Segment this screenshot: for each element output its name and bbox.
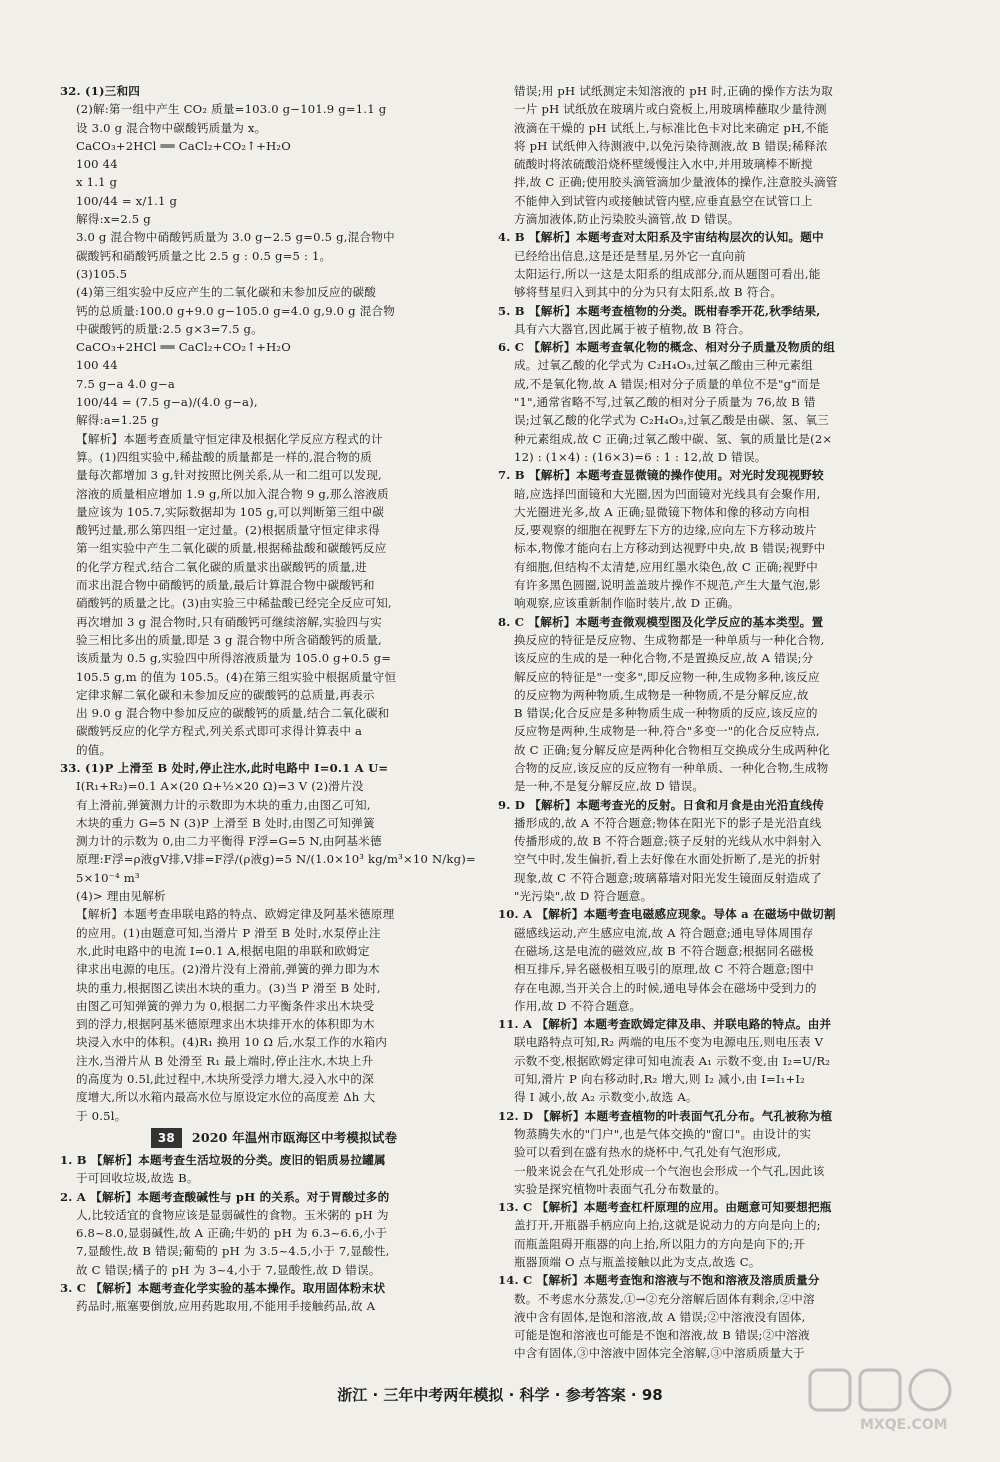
page-footer: 浙江 · 三年中考两年模拟 · 科学 · 参考答案 · 98 (337, 1386, 663, 1404)
text-line: 第一组实验中产生二氧化碳的质量,根据稀盐酸和碳酸钙反应 (76, 541, 387, 556)
text-line: 的应用。(1)由题意可知,当滑片 P 滑至 B 处时,水泵停止注 (76, 925, 381, 940)
text-line: 酸钙过量,那么第四组一定过量。(2)根据质量守恒定律求得 (76, 523, 380, 538)
text-line: 100 44 (76, 157, 118, 172)
text-line: 6.8~8.0,显弱碱性,故 A 正确;牛奶的 pH 为 6.3~6.6,小于 (76, 1226, 387, 1241)
text-line: 5. B 【解析】本题考查植物的分类。既柑春季开花,秋季结果, (498, 303, 821, 318)
text-line: 存在电源,当开关合上的时候,通电导体会在磁场中受到力的 (514, 980, 817, 995)
text-line: 量每次都增加 3 g,针对按照比例关系,从一和二组可以发现, (76, 468, 382, 483)
text-line: 药品时,瓶塞要倒放,应用药匙取用,不能用手接触药品,故 A (76, 1299, 376, 1314)
text-line: 磁感线运动,产生感应电流,故 A 符合题意;通电导体周围存 (514, 925, 814, 940)
text-line: 3.0 g 混合物中硝酸钙质量为 3.0 g−2.5 g=0.5 g,混合物中 (76, 230, 395, 245)
text-line: "1",通常省略不写,过氧乙酸的相对分子质量为 76,故 B 错 (514, 395, 816, 410)
text-line: 相互排斥,异名磁极相互吸引的原理,故 C 不符合题意;图中 (514, 962, 814, 977)
text-line: 成。过氧乙酸的化学式为 C₂H₄O₃,过氧乙酸由三种元素组 (514, 358, 814, 373)
text-line: 验可以看到在盛有热水的烧杯中,气孔处有气泡形成, (514, 1145, 782, 1160)
text-line: (4)第三组实验中反应产生的二氧化碳和未参加反应的碳酸 (76, 285, 377, 300)
text-line: 木块的重力 G=5 N (3)P 上滑至 B 处时,由图乙可知弹簧 (76, 815, 375, 830)
text-line: 100/44 = x/1.1 g (76, 193, 178, 208)
text-line: 不能伸入到试管内或接触试管内壁,应垂直悬空在试管口上 (514, 193, 813, 208)
text-line: 有许多黑色圆圈,说明盖盖玻片操作不规范,产生大量气泡,影 (514, 578, 821, 593)
text-line: 出 9.0 g 混合物中参加反应的碳酸钙的质量,结合二氧化碳和 (76, 706, 390, 721)
text-line: 一片 pH 试纸放在玻璃片或白瓷板上,用玻璃棒蘸取少量待测 (514, 102, 827, 117)
text-line: 误;过氧乙酸的化学式为 C₂H₄O₃,过氧乙酸是由碳、氢、氧三 (514, 413, 829, 428)
text-line: 33. (1)P 上滑至 B 处时,停止注水,此时电路中 I=0.1 A U= (60, 760, 389, 775)
text-line: 标本,物像才能向右上方移动到达视野中央,故 B 错误;视野中 (514, 541, 826, 556)
watermark-logo (800, 1362, 980, 1442)
text-line: 暗,应选择凹面镜和大光圈,因为凹面镜对光线具有会聚作用, (514, 486, 821, 501)
text-line: 故 C 正确;复分解反应是两种化合物相互交换成分生成两种化 (514, 742, 830, 757)
text-line: I(R₁+R₂)=0.1 A×(20 Ω+½×20 Ω)=3 V (2)滑片没 (76, 779, 364, 794)
text-line: 12. D 【解析】本题考查植物的叶表面气孔分布。气孔被称为植 (498, 1108, 833, 1123)
text-line: 9. D 【解析】本题考查光的反射。日食和月食是由光沿直线传 (498, 797, 825, 812)
text-line: B 错误;化合反应是多种物质生成一种物质的反应,该反应的 (514, 706, 818, 721)
text-line: 7.5 g−a 4.0 g−a (76, 376, 176, 391)
text-line: 的值。 (76, 742, 112, 757)
text-line: 3. C 【解析】本题考查化学实验的基本操作。取用固体粉末状 (60, 1281, 386, 1295)
text-line: 14. C 【解析】本题考查饱和溶液与不饱和溶液及溶质质量分 (498, 1273, 820, 1288)
text-line: 而瓶盖阻碍开瓶器的向上抬,所以阻力的方向是向下的;开 (514, 1236, 806, 1251)
text-line: 解得:x=2.5 g (76, 212, 151, 227)
text-line: 有上滑前,弹簧测力计的示数即为木块的重力,由图乙可知, (76, 797, 371, 812)
text-line: 12) : (1×4) : (16×3)=6 : 1 : 12,故 D 错误。 (514, 449, 767, 464)
text-line: 种元素组成,故 C 正确;过氧乙酸中碳、氢、氧的质量比是(2× (514, 431, 833, 446)
text-line: 解反应的特征是"一变多",即反应物一种,生成物多种,该反应 (514, 669, 820, 684)
text-line: x 1.1 g (76, 175, 118, 190)
text-line: 实验是探究植物叶表面气孔分布数量的。 (514, 1181, 727, 1196)
text-line: 验三相比多出的质量,即是 3 g 混合物中所含硝酸钙的质量, (76, 632, 382, 647)
text-line: 测力计的示数为 0,由二力平衡得 F浮=G=5 N,由阿基米德 (76, 834, 382, 849)
text-line: 故 C 错误;橘子的 pH 为 3~4,小于 7,显酸性,故 D 错误。 (76, 1262, 381, 1277)
text-line: (3)105.5 (76, 266, 128, 281)
text-line: 得 I 减小,故 A₂ 示数变小,故选 A。 (514, 1090, 698, 1105)
text-line: CaCO₃+2HCl ══ CaCl₂+CO₂↑+H₂O (76, 138, 291, 153)
text-line: 反应物是两种,生成物是一种,符合"多变一"的化合反应特点, (514, 724, 820, 739)
text-line: 7,显酸性,故 B 错误;葡萄的 pH 为 3.5~4.5,小于 7,显酸性, (76, 1244, 390, 1259)
text-line: 定律求解二氧化碳和未参加反应的碳酸钙的总质量,再表示 (76, 687, 375, 702)
text-line: 律求出电源的电压。(2)滑片没有上滑前,弹簧的弹力即为木 (76, 962, 380, 977)
text-line: 的化学方程式,结合二氧化碳的质量求出碳酸钙的质量,进 (76, 559, 367, 574)
text-line: 一般来说会在气孔处形成一个气泡也会形成一个气孔,因此该 (514, 1163, 825, 1178)
text-line: 溶液的质量相应增加 1.9 g,所以加入混合物 9 g,那么溶液质 (76, 486, 389, 501)
section-heading (60, 1127, 488, 1149)
watermark-text: MXQE.COM (860, 1417, 948, 1433)
text-line: 量应该为 105.7,实际数据却为 105 g,可以判断第三组中碳 (76, 504, 385, 519)
text-line: 方滴加液体,防止污染胶头滴管,故 D 错误。 (514, 212, 740, 227)
text-line: 换反应的特征是反应物、生成物都是一种单质与一种化合物, (514, 632, 825, 647)
text-line: 示数不变,根据欧姆定律可知电流表 A₁ 示数不变,由 I₂=U/R₂ (514, 1053, 831, 1068)
text-line: 瓶器顶端 O 点与瓶盖接触以此为支点,故选 C。 (514, 1255, 761, 1269)
left-column (60, 82, 488, 1316)
text-line: 已经给出信息,这是还是彗星,另外它一直向前 (514, 248, 746, 263)
text-line: 算。(1)四组实验中,稀盐酸的质量都是一样的,混合物的质 (76, 449, 373, 464)
text-line: 11. A 【解析】本题考查欧姆定律及串、并联电路的特点。由并 (498, 1017, 832, 1032)
text-line: 现象,故 C 不符合题意;玻璃幕墙对阳光发生镜面反射造成了 (514, 870, 822, 885)
text-line: 4. B 【解析】本题考查对太阳系及宇宙结构层次的认知。题中 (498, 230, 824, 245)
text-line: 而求出混合物中硝酸钙的质量,最后计算混合物中碳酸钙和 (76, 578, 375, 593)
text-line: 100/44 = (7.5 g−a)/(4.0 g−a), (76, 395, 258, 410)
text-line: 块的重力,根据图乙读出木块的重力。(3)当 P 滑至 B 处时, (76, 980, 381, 995)
text-line: 再次增加 3 g 混合物时,只有硝酸钙可继续溶解,实验四与实 (76, 614, 382, 629)
text-line: 度增大,所以水箱内最高水位与原设定水位的高度差 Δh 大 (76, 1090, 376, 1105)
text-line: (4)> 理由见解析 (76, 889, 166, 904)
right-column (498, 82, 926, 1363)
text-line: 该质量为 0.5 g,实验四中所得溶液质量为 105.0 g+0.5 g= (76, 651, 392, 666)
text-line: 5×10⁻⁴ m³ (76, 870, 140, 885)
text-line: 钙的总质量:100.0 g+9.0 g−105.0 g=4.0 g,9.0 g 混合物 (76, 303, 395, 318)
text-line: 联电路特点可知,R₂ 两端的电压不变为电源电压,则电压表 V (514, 1035, 824, 1050)
text-line: 人,比较适宜的食物应该是显弱碱性的食物。玉米粥的 pH 为 (76, 1207, 389, 1222)
text-line: 合物的反应,该反应的反应物有一种单质、一种化合物,生成物 (514, 760, 829, 775)
text-line: 反,要观察的细胞在视野左下方的边缘,应向左下方移动玻片 (514, 523, 817, 538)
text-line: 2. A 【解析】本题考查酸碱性与 pH 的关系。对于胃酸过多的 (60, 1189, 390, 1204)
text-line: 设 3.0 g 混合物中碳酸钙质量为 x。 (76, 120, 267, 135)
text-line: 空气中时,发生偏折,看上去好像在水面处折断了,是光的折射 (514, 852, 821, 867)
text-line: 盖打开,开瓶器手柄应向上抬,这就是说动力的方向是向上的; (514, 1218, 821, 1233)
text-line: 可知,滑片 P 向右移动时,R₂ 增大,则 I₂ 减小,由 I=I₁+I₂ (514, 1072, 806, 1087)
text-line: 100 44 (76, 358, 118, 373)
text-line: 成,不是氧化物,故 A 错误;相对分子质量的单位不是"g"而是 (514, 376, 821, 391)
text-line: 可能是饱和溶液也可能是不饱和溶液,故 B 错误;②中溶液 (514, 1328, 810, 1343)
text-line: 水,此时电路中的电流 I=0.1 A,根据电阻的串联和欧姆定 (76, 943, 370, 958)
text-line: 105.5 g,m 的值为 105.5。(4)在第三组实验中根据质量守恒 (76, 669, 397, 684)
text-line: 中含有固体,③中溶液中固体完全溶解,③中溶质质量大于 (514, 1346, 805, 1361)
text-line: 中碳酸钙的质量:2.5 g×3=7.5 g。 (76, 321, 263, 336)
text-line: 将 pH 试纸伸入待测液中,以免污染待测液,故 B 错误;稀释浓 (514, 138, 828, 153)
text-line: 太阳运行,所以一这是太阳系的组成部分,而从题图可看出,能 (514, 266, 821, 281)
text-line: 13. C 【解析】本题考查杠杆原理的应用。由题意可知要想把瓶 (498, 1200, 832, 1215)
text-line: 原理:F浮=ρ液gV排,V排=F浮/(ρ液g)=5 N/(1.0×10³ kg/m³×10 N/kg)= (76, 852, 476, 867)
text-line: 1. B 【解析】本题考查生活垃圾的分类。废旧的铝质易拉罐属 (60, 1152, 386, 1167)
text-line: "光污染",故 D 符合题意。 (514, 889, 653, 904)
text-line: 数。不考虑水分蒸发,①→②充分溶解后固体有剩余,②中溶 (514, 1291, 815, 1306)
text-line: 碳酸钙反应的化学方程式,列关系式即可求得计算表中 a (76, 724, 363, 739)
text-line: 32. (1)三和四 (60, 84, 141, 98)
text-line: 在磁场,这是电流的磁效应,故 B 不符合题意;根据同名磁极 (514, 943, 814, 958)
text-line: 的反应物为两种物质,生成物是一种物质,不是分解反应,故 (514, 687, 809, 702)
text-line: 的高度为 0.5l,此过程中,木块所受浮力增大,浸入水中的深 (76, 1072, 374, 1087)
text-line: 响观察,应该重新制作临时装片,故 D 正确。 (514, 596, 740, 611)
text-line: 播形成的,故 A 不符合题意;物体在阳光下的影子是光沿直线 (514, 815, 822, 830)
text-line: 物蒸腾失水的"门户",也是气体交换的"窗口"。由设计的实 (514, 1126, 812, 1141)
text-line: 硫酸时将浓硫酸沿烧杯壁缓慢注入水中,并用玻璃棒不断搅 (514, 157, 813, 172)
text-line: 10. A 【解析】本题考查电磁感应现象。导体 a 在磁场中做切割 (498, 907, 836, 922)
text-line: 于 0.5l。 (76, 1108, 127, 1123)
text-line: 由图乙可知弹簧的弹力为 0,根据二力平衡条件求出木块受 (76, 998, 375, 1013)
text-line: 【解析】本题考查串联电路的特点、欧姆定律及阿基米德原理 (76, 907, 395, 922)
text-line: 液中含有固体,是饱和溶液,故 A 错误;②中溶液没有固体, (514, 1309, 806, 1324)
text-line: 够将彗星归入到其中的分为只有太阳系,故 B 符合。 (514, 285, 783, 300)
text-line: 于可回收垃圾,故选 B。 (76, 1171, 199, 1186)
text-line: 传播形成的,故 B 不符合题意;筷子反射的光线从水中斜射入 (514, 834, 822, 849)
text-line: 具有六大器官,因此属于被子植物,故 B 符合。 (514, 321, 751, 336)
text-line: 拌,故 C 正确;使用胶头滴管滴加少量液体的操作,注意胶头滴管 (514, 175, 838, 190)
text-line: 硝酸钙的质量之比。(3)由实验三中稀盐酸已经完全反应可知, (76, 596, 392, 611)
text-line: 作用,故 D 不符合题意。 (514, 998, 642, 1013)
text-line: 到的浮力,根据阿基米德原理求出木块排开水的体积即为木 (76, 1017, 375, 1032)
section-number-badge: 38 (151, 1128, 182, 1148)
text-line: 碳酸钙和硝酸钙质量之比 2.5 g : 0.5 g=5 : 1。 (76, 248, 332, 263)
text-line: 【解析】本题考查质量守恒定律及根据化学反应方程式的计 (76, 431, 383, 446)
text-line: 解得:a=1.25 g (76, 413, 159, 428)
text-line: 7. B 【解析】本题考查显微镜的操作使用。对光时发现视野较 (498, 468, 824, 483)
text-line: 错误;用 pH 试纸测定未知溶液的 pH 时,正确的操作方法为取 (514, 84, 833, 98)
text-line: 该反应的生成的是一种化合物,不是置换反应,故 A 错误;分 (514, 651, 814, 666)
text-line: CaCO₃+2HCl ══ CaCl₂+CO₂↑+H₂O (76, 340, 291, 355)
text-line: 大光圈进光多,故 A 正确;显微镜下物体和像的移动方向相 (514, 504, 810, 519)
text-line: 液滴在干燥的 pH 试纸上,与标准比色卡对比来确定 pH,不能 (514, 120, 829, 135)
text-line: (2)解:第一组中产生 CO₂ 质量=103.0 g−101.9 g=1.1 g (76, 102, 387, 117)
text-line: 8. C 【解析】本题考查微观模型图及化学反应的基本类型。置 (498, 614, 824, 629)
text-line: 注水,当滑片从 B 处滑至 R₁ 最上端时,停止注水,木块上升 (76, 1053, 374, 1068)
text-line: 6. C 【解析】本题考查氧化物的概念、相对分子质量及物质的组 (498, 340, 836, 355)
text-line: 是一种,不是复分解反应,故 D 错误。 (514, 779, 705, 794)
watermark-icon (800, 1362, 980, 1422)
text-line: 有细胞,但结构不太清楚,应用红墨水染色,故 C 正确;视野中 (514, 559, 818, 574)
text-line: 块浸入水中的体积。(4)R₁ 换用 10 Ω 后,水泵工作的水箱内 (76, 1035, 388, 1050)
section-title: 2020 年温州市瓯海区中考模拟试卷 (191, 1129, 398, 1145)
